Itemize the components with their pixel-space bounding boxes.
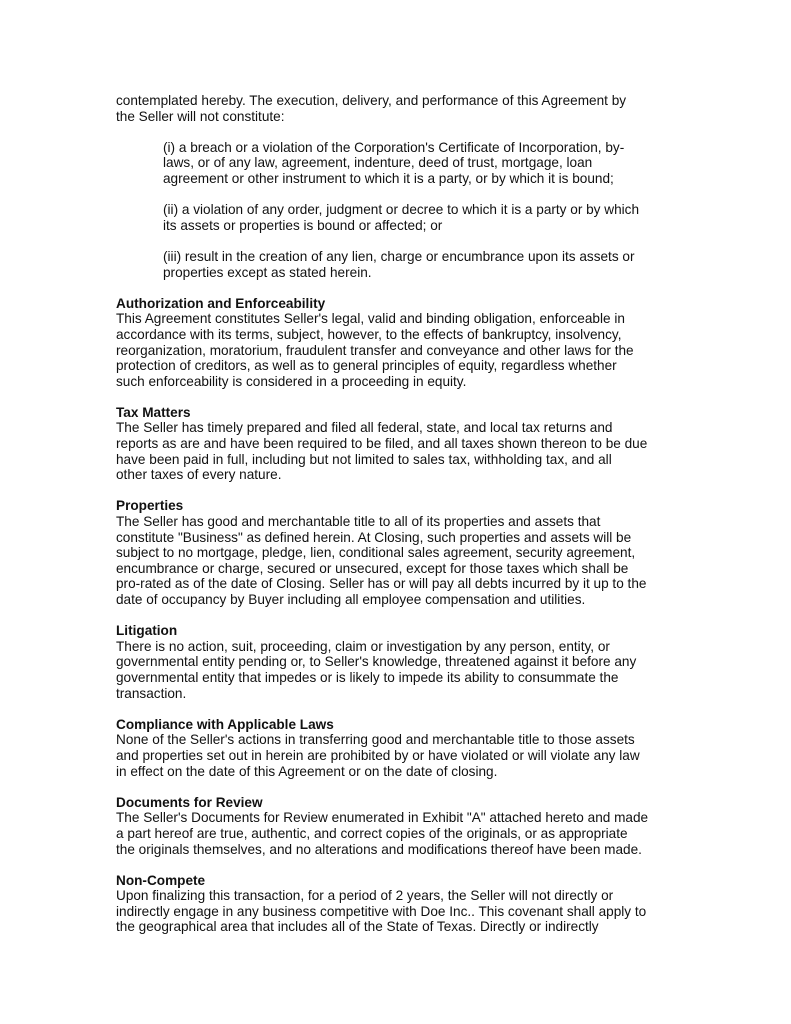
section-tax-matters (116, 405, 676, 483)
section-body: The Seller has timely prepared and filed all federal, state, and local tax returns and reports as are and have been required to be filed, and all taxes shown thereon to be due have been paid in full, including but not limited to sales tax, withholding tax, and all other taxes of every nature. (116, 420, 648, 483)
section-heading: Documents for Review (116, 794, 263, 810)
section-heading: Litigation (116, 623, 178, 639)
section-heading: Tax Matters (116, 404, 191, 420)
section-body: The Seller has good and merchantable title to all of its properties and assets that constitute "Business" as defined herein. At Closing, such properties and assets will be subject to no mortgage, pledge, lien, conditional sales agreement, security agreement, encumbrance or charge, secured or unsecured, except for those taxes which shall be pro-rated as of the date of Closing. Seller has or will pay all debts incurred by it up to the date of occupancy by Buyer including all employee compensation and utilities. (116, 514, 647, 607)
section-litigation (116, 623, 676, 701)
section-heading: Properties (116, 498, 184, 514)
condition-item-1: (i) a breach or a violation of the Corporation's Certificate of Incorporation, by- laws, or of any law, agreement, indenture, deed of trust, mortgage, loan agreement or other instrument to which it is a party, or by which it is bound; (163, 139, 625, 186)
condition-item-3: (iii) result in the creation of any lien, charge or encumbrance upon its assets or properties except as stated herein. (163, 248, 635, 280)
section-body: Upon finalizing this transaction, for a period of 2 years, the Seller will not directly or indirectly engage in any business competitive with Doe Inc.. This covenant shall apply to the geographical area that includes all of the State of Texas. Directly or indirectly (116, 888, 647, 935)
document-page (116, 93, 676, 951)
section-body: There is no action, suit, proceeding, claim or investigation by any person, entity, or governmental entity pending or, to Seller's knowledge, threatened against it before any governmental entity that impedes or is likely to impede its ability to consummate the transaction. (116, 638, 637, 701)
section-heading: Authorization and Enforceability (116, 295, 326, 311)
section-properties (116, 498, 676, 607)
section-authorization (116, 296, 676, 390)
section-body: The Seller's Documents for Review enumerated in Exhibit "A" attached hereto and made a part hereof are true, authentic, and correct copies of the originals, or as appropriate the originals themselves, and no alterations and modifications thereof have been made. (116, 810, 649, 857)
condition-item-2: (ii) a violation of any order, judgment or decree to which it is a party or by which its assets or properties is bound or affected; or (163, 202, 640, 233)
section-documents-for-review (116, 795, 676, 857)
section-non-compete (116, 873, 676, 935)
section-heading: Non-Compete (116, 872, 206, 888)
section-body: This Agreement constitutes Seller's legal, valid and binding obligation, enforceable in accordance with its terms, subject, however, to the effects of bankruptcy, insolvency, reorganization, moratorium, fraudulent transfer and conveyance and other laws for the protection of creditors, as well as to general principles of equity, regardless whether such enforceability is considered in a proceeding in equity. (116, 311, 634, 389)
section-compliance (116, 717, 676, 779)
intro-paragraph: contemplated hereby. The execution, delivery, and performance of this Agreement by the Seller will not constitute: (116, 93, 627, 124)
section-body: None of the Seller's actions in transferring good and merchantable title to those assets and properties set out in herein are prohibited by or have violated or will violate any law in effect on the date of this Agreement or on the date of closing. (116, 732, 640, 779)
section-heading: Compliance with Applicable Laws (116, 716, 334, 732)
